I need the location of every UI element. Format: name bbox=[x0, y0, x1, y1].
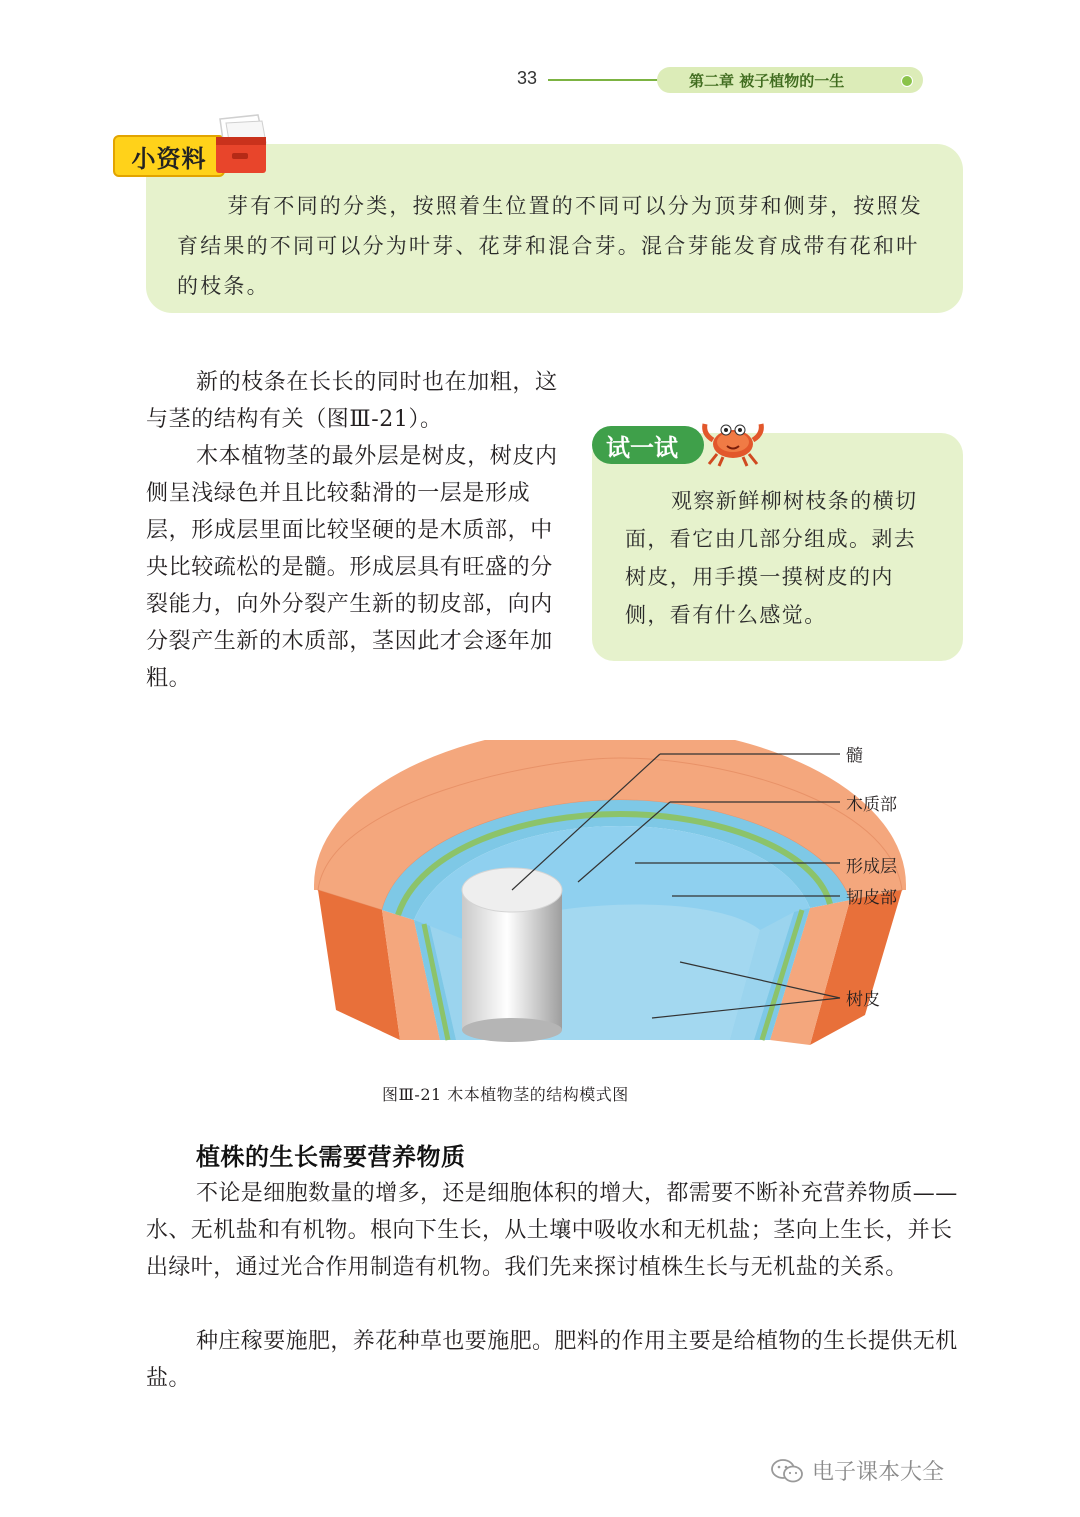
chapter-title: 第二章 被子植物的一生 bbox=[689, 71, 845, 90]
page-number: 33 bbox=[517, 68, 538, 88]
label-phloem: 韧皮部 bbox=[846, 888, 897, 908]
paragraph-stem-thickening: 新的枝条在长长的同时也在加粗，这与茎的结构有关（图Ⅲ-21）。 bbox=[146, 370, 558, 432]
watermark bbox=[770, 1455, 944, 1486]
watermark-text: 电子课本大全 bbox=[812, 1460, 945, 1485]
label-pith: 髓 bbox=[846, 746, 863, 766]
paragraph-fertilizer: 种庄稼要施肥，养花种草也要施肥。肥料的作用主要是给植物的生长提供无机盐。 bbox=[146, 1329, 958, 1391]
chapter-header bbox=[657, 67, 923, 93]
paragraph-nutrition: 不论是细胞数量的增多，还是细胞体积的增大，都需要不断补充营养物质——水、无机盐和有机物。根向下生长，从土壤中吸收水和无机盐；茎向上生长，并长出绿叶，通过光合作用制造有机物。我们先来探讨植株生长与无机盐的关系。 bbox=[146, 1181, 958, 1280]
chapter-dot-icon bbox=[901, 75, 913, 87]
try-box-text: 观察新鲜柳树枝条的横切面，看它由几部分组成。剥去树皮，用手摸一摸树皮的内侧，看有什么感觉。 bbox=[625, 489, 918, 627]
section-heading: 植株的生长需要营养物质 bbox=[196, 1143, 466, 1171]
stem-structure-diagram bbox=[290, 740, 930, 1080]
info-box-text: 芽有不同的分类，按照着生位置的不同可以分为顶芽和侧芽，按照发育结果的不同可以分为叶芽、花芽和混合芽。混合芽能发育成带有花和叶的枝条。 bbox=[177, 194, 923, 298]
figure-caption: 图Ⅲ-21 木本植物茎的结构模式图 bbox=[382, 1085, 629, 1104]
label-xylem: 木质部 bbox=[846, 795, 897, 815]
wechat-icon bbox=[770, 1458, 804, 1484]
folder-icon bbox=[212, 113, 272, 177]
header-rule bbox=[548, 79, 660, 81]
try-box-tag: 试一试 bbox=[592, 426, 704, 464]
crab-icon bbox=[697, 412, 767, 468]
info-box-tag: 小资料 bbox=[113, 135, 225, 177]
paragraph-stem-layers: 木本植物茎的最外层是树皮，树皮内侧呈浅绿色并且比较黏滑的一层是形成层，形成层里面比较坚硬的是木质部，中央比较疏松的是髓。形成层具有旺盛的分裂能力，向外分裂产生新的韧皮部，向内分裂产生新的木质部，茎因此才会逐年加粗。 bbox=[146, 444, 558, 691]
label-bark: 树皮 bbox=[846, 990, 880, 1010]
label-cambium: 形成层 bbox=[846, 857, 897, 877]
